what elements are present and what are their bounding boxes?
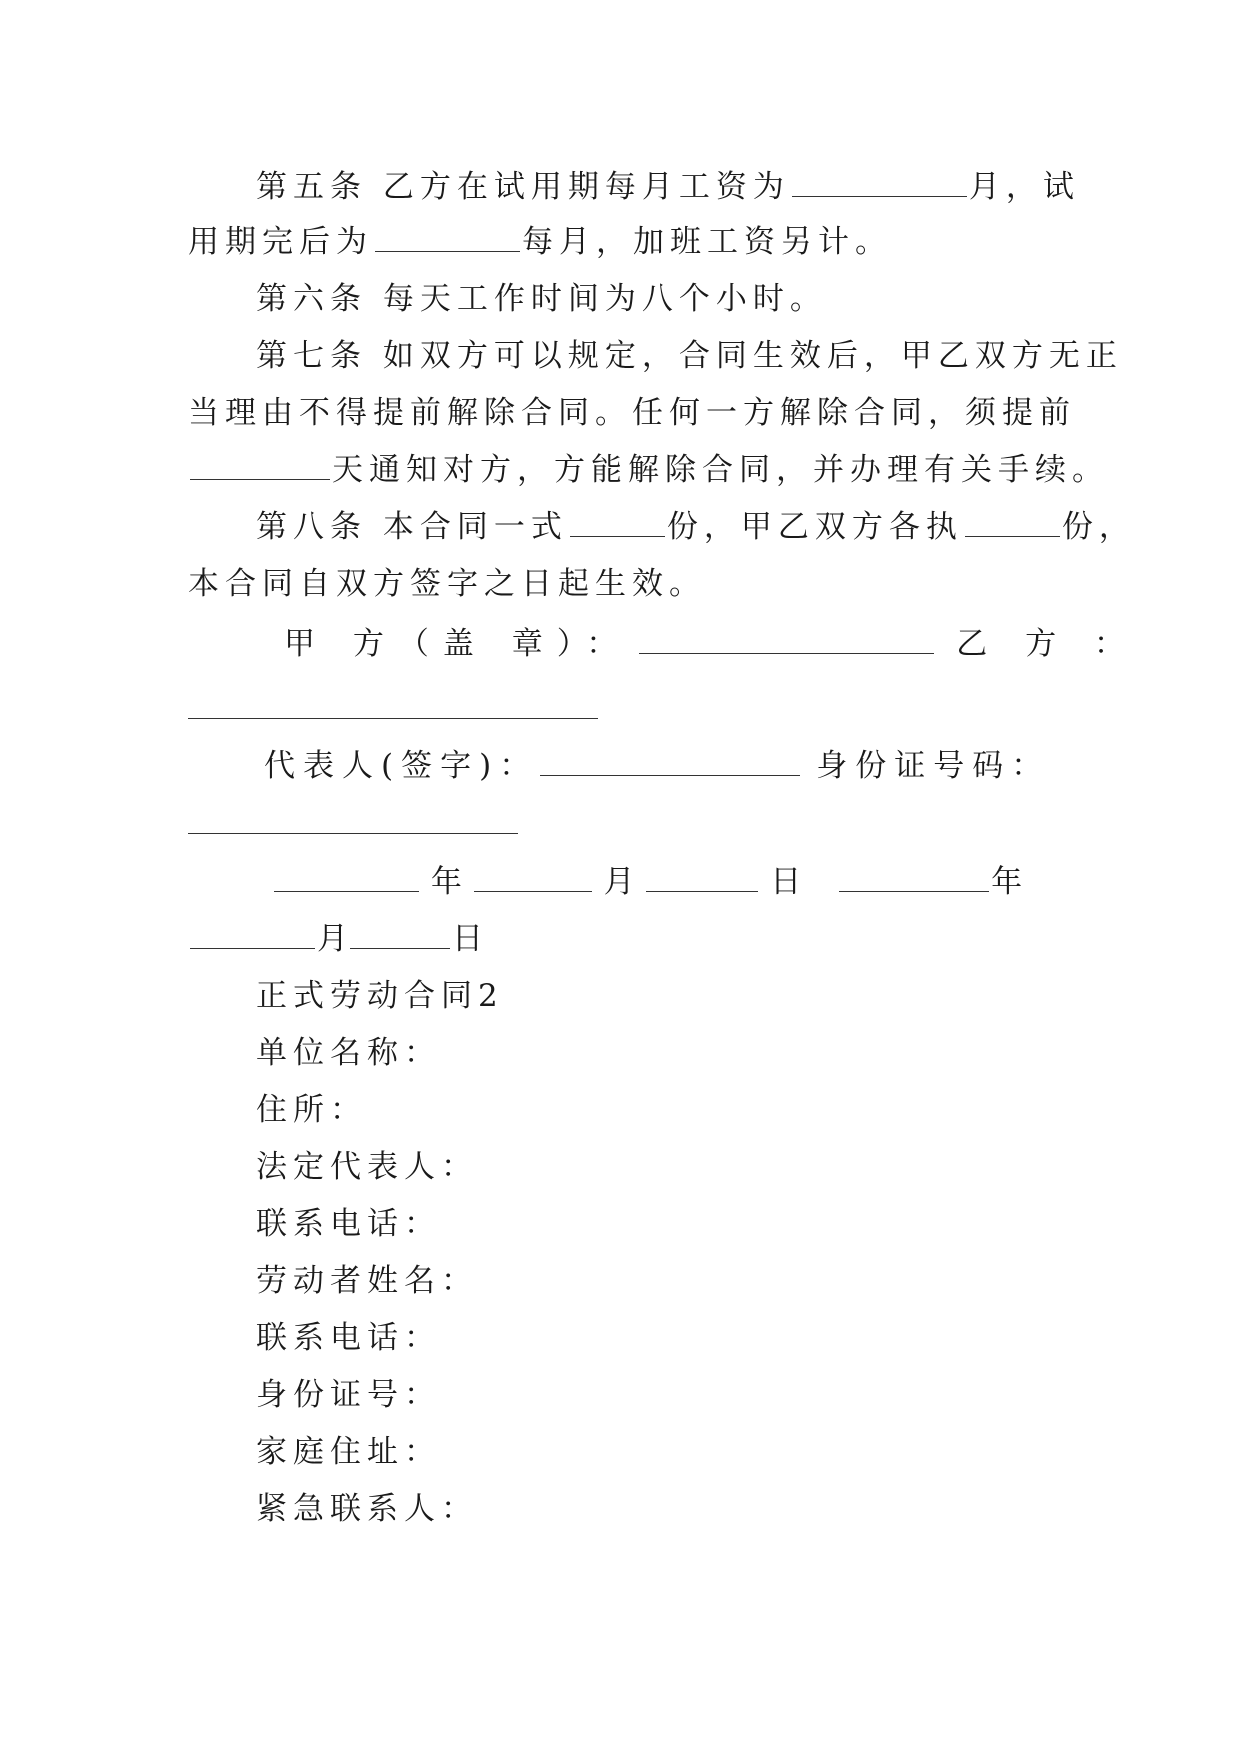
year-a-blank	[274, 869, 419, 892]
field-legal-representative: 法定代表人：	[256, 1149, 478, 1185]
year-b-blank	[839, 869, 989, 892]
field-emergency-contact: 紧急联系人：	[256, 1491, 478, 1527]
representative-blank	[540, 753, 800, 776]
article-7-line-2: 当理由不得提前解除合同。任何一方解除合同，须提前	[188, 395, 1076, 431]
copies-each-blank	[965, 514, 1060, 537]
month-a-blank	[474, 869, 592, 892]
article-6: 第六条 每天工作时间为八个小时。	[256, 281, 827, 317]
article-5-line-2: 用期完后为 每月，加班工资另计。	[188, 224, 892, 260]
salary-regular-blank	[375, 229, 520, 252]
id-number-blank	[188, 833, 518, 834]
notice-days-blank	[190, 457, 330, 480]
field-home-address: 家庭住址：	[256, 1434, 441, 1470]
party-b-blank	[188, 718, 598, 719]
article-5-line-1: 第五条 乙方在试用期每月工资为 月，试	[256, 169, 1080, 205]
party-a-blank	[639, 631, 934, 654]
field-employer-phone: 联系电话：	[256, 1206, 441, 1242]
article-7-line-1: 第七条 如双方可以规定，合同生效后，甲乙双方无正	[256, 338, 1123, 374]
party-a-line: 甲 方（盖 章）： 乙 方 ：	[284, 626, 1139, 662]
representative-line: 代表人(签字)： 身份证号码：	[264, 748, 1051, 784]
field-employee-name: 劳动者姓名：	[256, 1263, 478, 1299]
article-7-line-3: 天通知对方，方能解除合同，并办理有关手续。	[188, 441, 1054, 499]
date-line-2: 月 日	[188, 910, 1054, 968]
copies-total-blank	[570, 514, 665, 537]
article-8-line-1: 第八条 本合同一式 份，甲乙双方各执 份，	[256, 509, 1136, 545]
field-employee-phone: 联系电话：	[256, 1320, 441, 1356]
date-line-1: 年 月 日 年	[272, 853, 1062, 911]
day-b-blank	[350, 926, 450, 949]
salary-probation-blank	[792, 174, 967, 197]
field-address: 住所：	[256, 1092, 367, 1128]
article-8-line-2: 本合同自双方签字之日起生效。	[188, 566, 706, 602]
contract-2-title: 正式劳动合同2	[256, 978, 504, 1014]
field-employer-name: 单位名称：	[256, 1035, 441, 1071]
field-id-number: 身份证号：	[256, 1377, 441, 1413]
month-b-blank	[190, 926, 315, 949]
day-a-blank	[646, 869, 758, 892]
